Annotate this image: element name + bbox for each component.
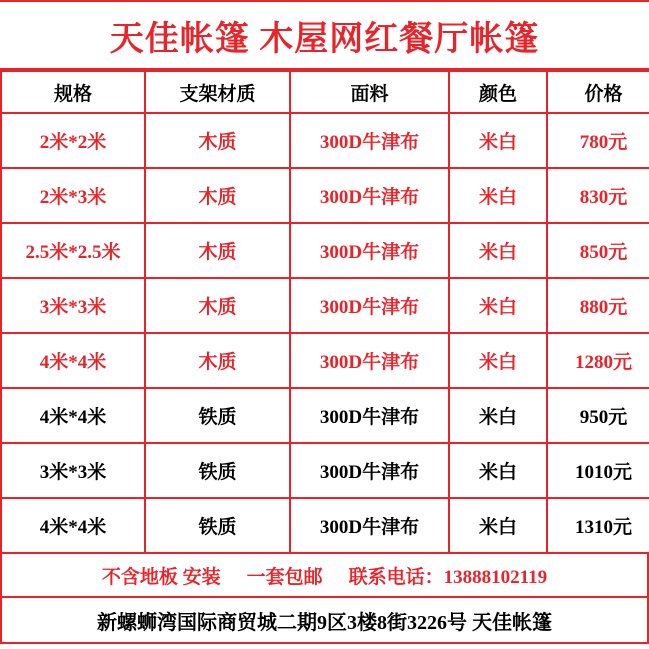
table-row	[1, 443, 649, 498]
cell-color: 米白	[449, 498, 547, 553]
cell-color: 米白	[449, 388, 547, 443]
cell-spec: 3米*3米	[1, 443, 145, 498]
column-header-spec: 规格	[1, 71, 145, 113]
cell-spec: 2米*3米	[1, 168, 145, 223]
cell-frame-material: 木质	[145, 278, 290, 333]
footer-note-phone: 联系电话：13888102119	[348, 566, 548, 588]
cell-fabric: 300D牛津布	[290, 333, 449, 388]
cell-color: 米白	[449, 168, 547, 223]
table-row	[1, 223, 649, 278]
cell-price: 850元	[547, 223, 649, 278]
cell-fabric: 300D牛津布	[290, 498, 449, 553]
cell-price: 1280元	[547, 333, 649, 388]
cell-fabric: 300D牛津布	[290, 278, 449, 333]
cell-color: 米白	[449, 113, 547, 168]
table-row	[1, 278, 649, 333]
cell-frame-material: 铁质	[145, 443, 290, 498]
address-row	[0, 598, 649, 644]
footer-note-row	[0, 554, 649, 598]
sheet-title-row	[0, 0, 649, 70]
cell-color: 米白	[449, 333, 547, 388]
cell-spec: 4米*4米	[1, 333, 145, 388]
cell-frame-material: 铁质	[145, 388, 290, 443]
cell-fabric: 300D牛津布	[290, 443, 449, 498]
cell-frame-material: 木质	[145, 223, 290, 278]
cell-price: 1310元	[547, 498, 649, 553]
cell-fabric: 300D牛津布	[290, 223, 449, 278]
footer-note-exclusions: 不含地板 安装	[101, 566, 221, 588]
table-body	[1, 113, 649, 553]
column-header-price: 价格	[547, 71, 649, 113]
table-head	[1, 71, 649, 113]
cell-spec: 4米*4米	[1, 498, 145, 553]
footer-note-shipping: 一套包邮	[246, 566, 323, 588]
table-row	[1, 333, 649, 388]
cell-price: 1010元	[547, 443, 649, 498]
table-row	[1, 498, 649, 553]
table-header-row	[1, 71, 649, 113]
cell-fabric: 300D牛津布	[290, 168, 449, 223]
table-row	[1, 113, 649, 168]
cell-fabric: 300D牛津布	[290, 388, 449, 443]
cell-price: 830元	[547, 168, 649, 223]
cell-spec: 2.5米*2.5米	[1, 223, 145, 278]
cell-color: 米白	[449, 443, 547, 498]
price-table	[0, 70, 649, 554]
cell-spec: 2米*2米	[1, 113, 145, 168]
page-title: 天佳帐篷 木屋网红餐厅帐篷	[109, 20, 540, 58]
cell-spec: 3米*3米	[1, 278, 145, 333]
cell-frame-material: 木质	[145, 168, 290, 223]
cell-color: 米白	[449, 223, 547, 278]
store-address: 新螺蛳湾国际商贸城二期9区3楼8街3226号 天佳帐篷	[97, 611, 552, 634]
cell-fabric: 300D牛津布	[290, 113, 449, 168]
cell-price: 880元	[547, 278, 649, 333]
column-header-color: 颜色	[449, 71, 547, 113]
column-header-fabric: 面料	[290, 71, 449, 113]
cell-frame-material: 木质	[145, 333, 290, 388]
column-header-frame-material: 支架材质	[145, 71, 290, 113]
table-row	[1, 388, 649, 443]
footer-notes	[102, 562, 547, 589]
table-row	[1, 168, 649, 223]
cell-frame-material: 木质	[145, 113, 290, 168]
cell-frame-material: 铁质	[145, 498, 290, 553]
cell-spec: 4米*4米	[1, 388, 145, 443]
cell-price: 780元	[547, 113, 649, 168]
cell-price: 950元	[547, 388, 649, 443]
cell-color: 米白	[449, 278, 547, 333]
